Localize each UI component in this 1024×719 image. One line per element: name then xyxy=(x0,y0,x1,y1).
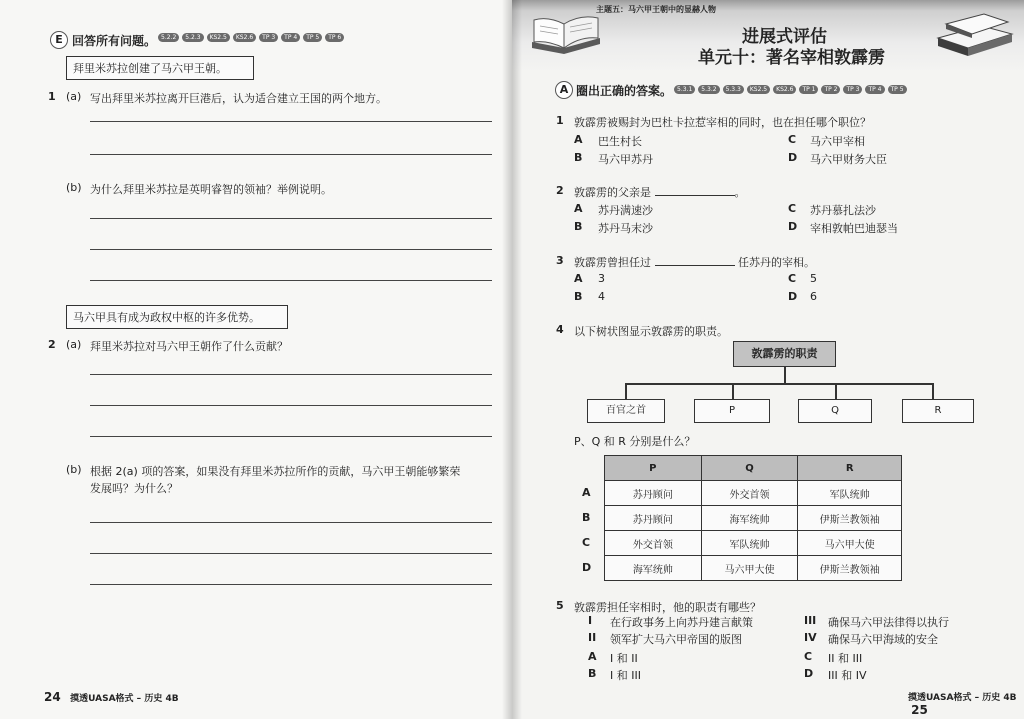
skill-tag: TP 4 xyxy=(865,85,884,94)
option-letter[interactable]: D xyxy=(788,290,798,303)
footer-title: 摸透UASA格式 – 历史 4B xyxy=(908,693,1017,703)
mcq-4-text: 以下树状图显示敦霹雳的职责。 xyxy=(574,325,728,338)
row-option-letter[interactable]: C xyxy=(582,536,591,549)
answer-line[interactable] xyxy=(90,374,492,375)
skill-tag: 5.3.2 xyxy=(698,85,719,94)
footer-title: 摸透UASA格式 – 历史 4B xyxy=(70,694,179,704)
statement-roman: I xyxy=(588,614,593,627)
option-letter[interactable]: B xyxy=(574,151,583,164)
mcq-3-text-after: 任苏丹的宰相。 xyxy=(738,256,815,269)
mcq-1-number: 1 xyxy=(556,114,564,127)
option-text[interactable]: 苏丹马末沙 xyxy=(598,222,653,235)
fill-blank[interactable] xyxy=(655,256,735,266)
question-2b-label: (b) xyxy=(66,463,82,476)
skill-tag: TP 4 xyxy=(281,33,300,42)
assessment-title: 进展式评估 xyxy=(742,27,827,47)
mcq-3-text xyxy=(574,254,815,270)
mcq-2-text xyxy=(574,184,746,200)
mcq-4-number: 4 xyxy=(556,323,564,336)
mcq-3-number: 3 xyxy=(556,254,564,267)
answer-line[interactable] xyxy=(90,522,492,523)
skill-tag: 5.2.2 xyxy=(158,33,179,42)
table-cell: 海军统帅 xyxy=(701,506,798,531)
table-row[interactable] xyxy=(605,556,902,581)
statement-roman: IV xyxy=(804,631,817,644)
tree-connector xyxy=(835,383,837,399)
option-letter[interactable]: C xyxy=(788,202,797,215)
skill-tag: 5.2.3 xyxy=(182,33,203,42)
topic-title: 主题五：马六甲王朝中的显赫人物 xyxy=(596,5,716,14)
answer-line[interactable] xyxy=(90,584,492,585)
mcq-4-question: P、Q 和 R 分别是什么？ xyxy=(574,435,696,448)
table-header: Q xyxy=(701,456,798,481)
option-text[interactable]: 宰相敦帕巴迪瑟当 xyxy=(810,222,898,235)
skill-tag: TP 6 xyxy=(325,33,344,42)
mcq-1-text: 敦霹雳被赐封为巴杜卡拉惹宰相的同时，也在担任哪个职位？ xyxy=(574,116,871,129)
left-footer xyxy=(44,690,179,704)
skill-tag: KS2.6 xyxy=(773,85,796,94)
right-page xyxy=(512,0,1024,719)
table-cell: 伊斯兰教领袖 xyxy=(798,506,902,531)
answer-line[interactable] xyxy=(90,553,492,554)
left-skill-tags xyxy=(158,33,344,42)
option-text[interactable]: 苏丹慕扎法沙 xyxy=(810,204,876,217)
skill-tag: TP 2 xyxy=(821,85,840,94)
tree-node: 百官之首 xyxy=(587,399,665,423)
page-number: 25 xyxy=(911,703,928,717)
question-2b-text-line2: 发展吗？为什么？ xyxy=(90,482,178,495)
assessment-banner xyxy=(512,0,1024,72)
tree-root: 敦霹雳的职责 xyxy=(733,341,836,367)
option-letter[interactable]: C xyxy=(788,272,797,285)
fill-blank[interactable] xyxy=(655,186,735,196)
table-cell: 军队统帅 xyxy=(701,531,798,556)
answer-line[interactable] xyxy=(90,218,492,219)
skill-tag: TP 5 xyxy=(888,85,907,94)
answer-line[interactable] xyxy=(90,405,492,406)
statement-text: 确保马六甲海域的安全 xyxy=(828,633,938,646)
option-letter[interactable]: A xyxy=(574,272,583,285)
option-letter[interactable]: D xyxy=(804,667,814,680)
statement-text: 在行政事务上向苏丹建言献策 xyxy=(610,616,753,629)
tree-connector xyxy=(932,383,934,399)
option-text[interactable]: 3 xyxy=(598,272,605,285)
option-text[interactable]: 苏丹满速沙 xyxy=(598,204,653,217)
answer-line[interactable] xyxy=(90,154,492,155)
answer-table xyxy=(604,455,902,581)
answer-line[interactable] xyxy=(90,121,492,122)
table-cell: 伊斯兰教领袖 xyxy=(798,556,902,581)
question-1a-label: (a) xyxy=(66,90,82,103)
option-letter[interactable]: A xyxy=(588,650,597,663)
mcq-5-number: 5 xyxy=(556,599,564,612)
option-letter[interactable]: C xyxy=(804,650,813,663)
option-text[interactable]: 4 xyxy=(598,290,605,303)
table-header: R xyxy=(798,456,902,481)
book-spine-shadow xyxy=(502,0,522,719)
question-1-number: 1 xyxy=(48,90,56,103)
table-cell: 外交首领 xyxy=(605,531,702,556)
answer-line[interactable] xyxy=(90,249,492,250)
option-text[interactable]: 马六甲财务大臣 xyxy=(810,153,887,166)
answer-line[interactable] xyxy=(90,280,492,281)
option-letter[interactable]: C xyxy=(788,133,797,146)
answer-line[interactable] xyxy=(90,436,492,437)
table-cell: 苏丹顾问 xyxy=(605,481,702,506)
table-row[interactable] xyxy=(605,531,902,556)
option-letter[interactable]: A xyxy=(574,202,583,215)
option-text[interactable]: I 和 II xyxy=(610,652,638,665)
option-text[interactable]: 马六甲苏丹 xyxy=(598,153,653,166)
option-letter[interactable]: A xyxy=(574,133,583,146)
option-letter[interactable]: B xyxy=(574,290,583,303)
skill-tag: KS2.5 xyxy=(207,33,230,42)
tree-connector xyxy=(732,383,734,399)
tree-connector xyxy=(625,383,627,399)
tree-node-p: P xyxy=(694,399,770,423)
mcq-2-number: 2 xyxy=(556,184,564,197)
skill-tag: 5.3.1 xyxy=(674,85,695,94)
option-letter[interactable]: D xyxy=(788,220,798,233)
table-row[interactable] xyxy=(605,481,902,506)
skill-tag: TP 5 xyxy=(303,33,322,42)
table-cell: 军队统帅 xyxy=(798,481,902,506)
page-number: 24 xyxy=(44,690,61,704)
section-e-heading: 回答所有问题。 xyxy=(72,34,157,48)
statement-roman: II xyxy=(588,631,597,644)
skill-tag: KS2.5 xyxy=(747,85,770,94)
question-2a-label: (a) xyxy=(66,338,82,351)
right-footer xyxy=(908,690,1024,717)
table-cell: 外交首领 xyxy=(701,481,798,506)
source-box-1: 拜里米苏拉创建了马六甲王朝。 xyxy=(66,56,254,80)
option-text[interactable]: 马六甲宰相 xyxy=(810,135,865,148)
skill-tag: TP 3 xyxy=(259,33,278,42)
skill-tag: TP 1 xyxy=(799,85,818,94)
table-cell: 马六甲大使 xyxy=(701,556,798,581)
option-text[interactable]: I 和 III xyxy=(610,669,641,682)
table-header: P xyxy=(605,456,702,481)
table-row[interactable] xyxy=(605,506,902,531)
right-skill-tags xyxy=(674,85,907,94)
question-1b-text: 为什么拜里米苏拉是英明睿智的领袖？举例说明。 xyxy=(90,183,332,196)
skill-tag: 5.3.3 xyxy=(723,85,744,94)
mcq-5-text: 敦霹雳担任宰相时，他的职责有哪些？ xyxy=(574,601,761,614)
option-letter[interactable]: B xyxy=(588,667,597,680)
unit-title: 单元十：著名宰相敦霹雳 xyxy=(698,48,885,68)
row-option-letter[interactable]: B xyxy=(582,511,591,524)
statement-text: 确保马六甲法律得以执行 xyxy=(828,616,949,629)
question-2b-text-line1: 根据 2(a) 项的答案，如果没有拜里米苏拉所作的贡献，马六甲王朝能够繁荣 xyxy=(90,465,461,478)
section-a-heading: 圈出正确的答案。 xyxy=(576,84,673,98)
question-2a-text: 拜里米苏拉对马六甲王朝作了什么贡献？ xyxy=(90,340,288,353)
option-text[interactable]: 6 xyxy=(810,290,817,303)
table-cell: 苏丹顾问 xyxy=(605,506,702,531)
skill-tag: KS2.6 xyxy=(233,33,256,42)
tree-connector xyxy=(784,367,786,383)
open-book-icon xyxy=(528,12,604,56)
question-1a-text: 写出拜里米苏拉离开巨港后，认为适合建立王国的两个地方。 xyxy=(90,92,387,105)
option-letter[interactable]: D xyxy=(788,151,798,164)
statement-roman: III xyxy=(804,614,817,627)
table-cell: 马六甲大使 xyxy=(798,531,902,556)
tree-connector xyxy=(625,383,932,385)
option-text[interactable]: 巴生村长 xyxy=(598,135,642,148)
statement-text: 领军扩大马六甲帝国的版图 xyxy=(610,633,742,646)
option-text[interactable]: II 和 III xyxy=(828,652,863,665)
option-text[interactable]: 5 xyxy=(810,272,817,285)
table-cell: 海军统帅 xyxy=(605,556,702,581)
question-1b-label: (b) xyxy=(66,181,82,194)
option-letter[interactable]: B xyxy=(574,220,583,233)
section-a-badge: A xyxy=(555,81,573,99)
question-2-number: 2 xyxy=(48,338,56,351)
tree-node-r: R xyxy=(902,399,974,423)
source-box-2: 马六甲具有成为政权中枢的许多优势。 xyxy=(66,305,288,329)
mcq-2-text-before: 敦霹雳的父亲是 xyxy=(574,186,651,199)
tree-node-q: Q xyxy=(798,399,872,423)
skill-tag: TP 3 xyxy=(843,85,862,94)
mcq-2-text-after: 。 xyxy=(734,186,746,199)
section-e-badge: E xyxy=(50,31,68,49)
mcq-3-text-before: 敦霹雳曾担任过 xyxy=(574,256,651,269)
row-option-letter[interactable]: D xyxy=(582,561,592,574)
book-stack-icon xyxy=(932,12,1016,62)
option-text[interactable]: III 和 IV xyxy=(828,669,867,682)
row-option-letter[interactable]: A xyxy=(582,486,591,499)
